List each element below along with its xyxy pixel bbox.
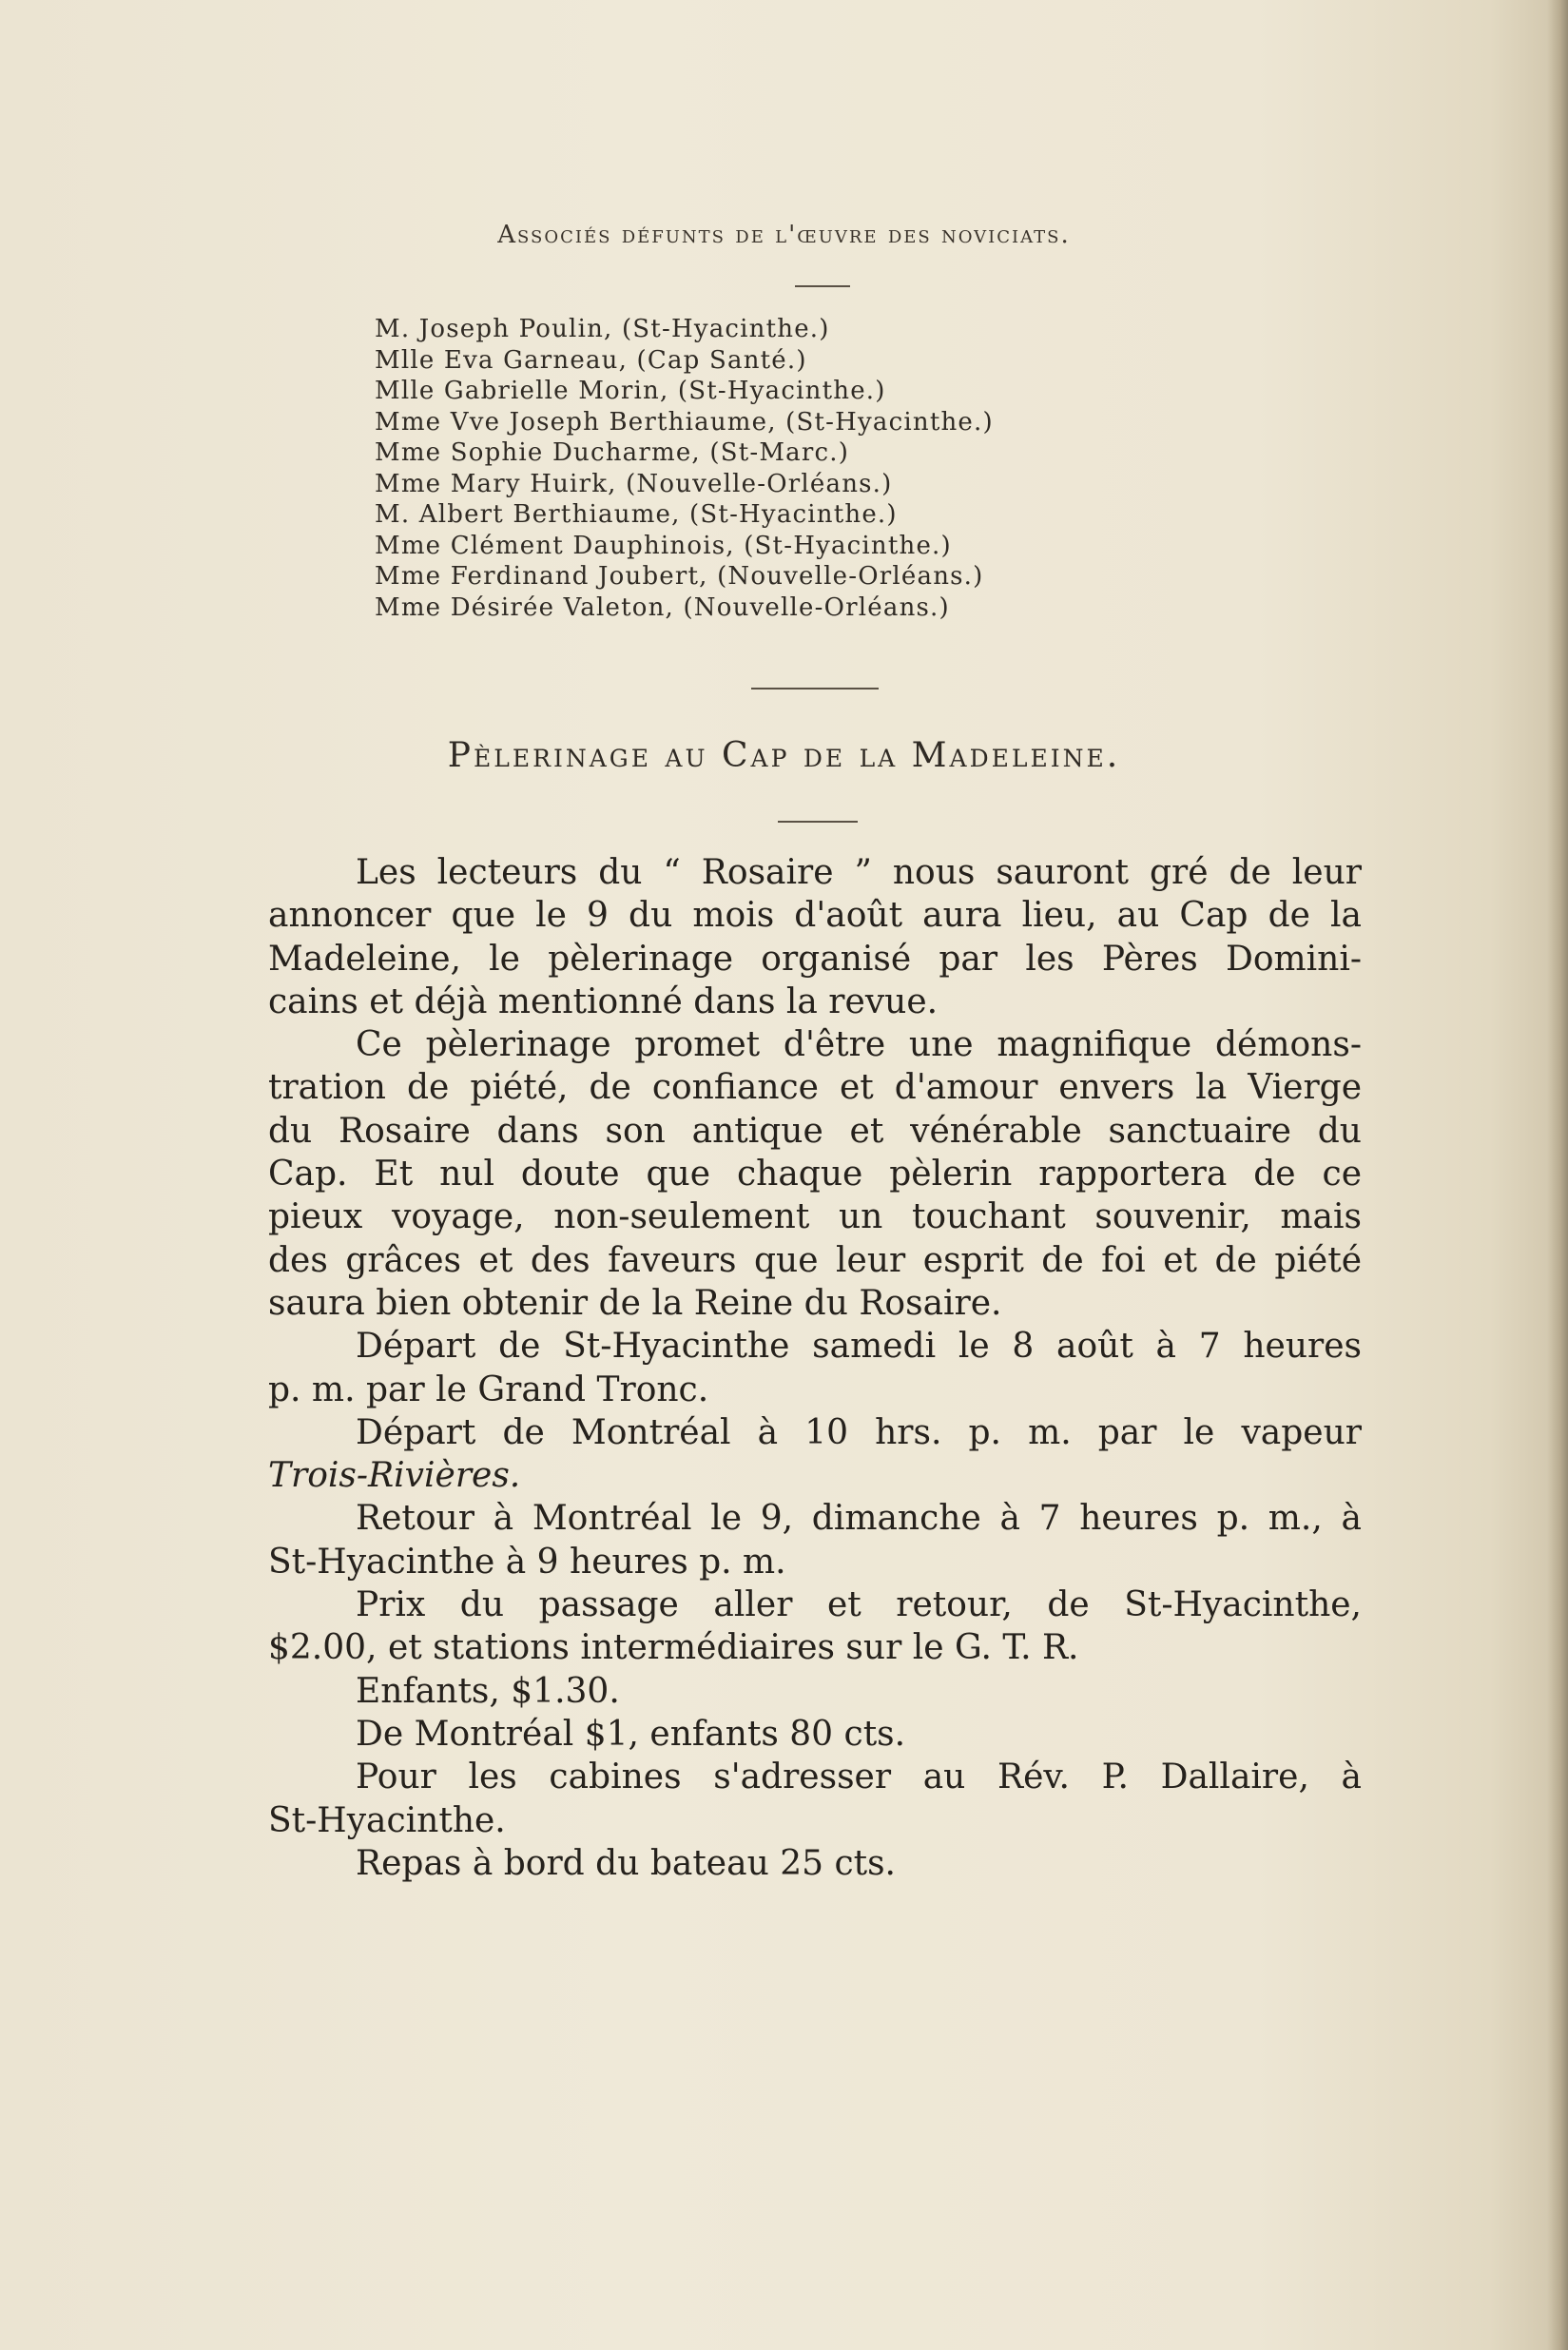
text-line: Repas à bord du bateau 25 cts. xyxy=(356,1843,897,1883)
list-item: Mlle Gabrielle Morin, (St-Hyacinthe.) xyxy=(375,377,886,405)
text-line: Retour à Montréal le 9, dimanche à 7 heures p. m., à xyxy=(356,1499,1362,1539)
steamer-name: Trois-Rivières. xyxy=(268,1456,521,1496)
header-rule xyxy=(795,285,850,287)
text-line: Départ de Montréal à 10 hrs. p. m. par le vapeur xyxy=(356,1412,1362,1452)
list-item: Mme Mary Huirk, (Nouvelle-Orléans.) xyxy=(375,469,893,498)
text-line: annoncer que le 9 du mois d'août aura lieu, au Cap de la xyxy=(268,896,1362,936)
text-line: Enfants, $1.30. xyxy=(356,1671,620,1711)
deceased-associates-list xyxy=(375,314,1230,623)
text-line: Prix du passage aller et retour, de St-Hyacinthe, xyxy=(356,1585,1362,1625)
text-line: pieux voyage, non-seulement un touchant souvenir, mais xyxy=(268,1197,1362,1237)
text-line: $2.00, et stations intermédiaires sur le G. T. R. xyxy=(268,1628,1079,1668)
list-item: Mme Désirée Valeton, (Nouvelle-Orléans.) xyxy=(375,592,950,622)
text-line: saura bien obtenir de la Reine du Rosaire. xyxy=(268,1283,1002,1323)
text-line: St-Hyacinthe à 9 heures p. m. xyxy=(268,1542,786,1582)
text-line: Pour les cabines s'adresser au Rév. P. Dallaire, à xyxy=(356,1758,1362,1797)
text-line: des grâces et des faveurs que leur esprit de foi et de piété xyxy=(268,1240,1362,1280)
list-item: Mme Ferdinand Joubert, (Nouvelle-Orléans.) xyxy=(375,562,984,591)
text-line: du Rosaire dans son antique et vénérable sanctuaire du xyxy=(268,1111,1362,1151)
text-line: Madeleine, le pèlerinage organisé par les Pères Domini- xyxy=(268,939,1362,979)
article-title: Pèlerinage au Cap de la Madeleine. xyxy=(447,736,1121,775)
text-line: tration de piété, de confiance et d'amour envers la Vierge xyxy=(268,1068,1362,1108)
text-line: Départ de St-Hyacinthe samedi le 8 août à 7 heures xyxy=(356,1327,1362,1367)
text-line: Les lecteurs du “ Rosaire ” nous sauront gré de leur xyxy=(356,853,1362,892)
text-line xyxy=(268,1454,1362,1497)
text-line: cains et déjà mentionné dans la revue. xyxy=(268,981,939,1021)
text-line: Cap. Et nul doute que chaque pèlerin rapportera de ce xyxy=(268,1155,1362,1194)
section-divider-rule xyxy=(751,688,879,689)
list-item: Mlle Eva Garneau, (Cap Santé.) xyxy=(375,345,807,375)
list-item: M. Albert Berthiaume, (St-Hyacinthe.) xyxy=(375,500,898,529)
list-item: M. Joseph Poulin, (St-Hyacinthe.) xyxy=(375,315,830,343)
page-edge-shadow xyxy=(1547,0,1568,2350)
list-item: Mme Clément Dauphinois, (St-Hyacinthe.) xyxy=(375,531,952,560)
text-line: De Montréal $1, enfants 80 cts. xyxy=(356,1714,906,1754)
text-line: Ce pèlerinage promet d'être une magnifique démons- xyxy=(356,1025,1362,1065)
article-body xyxy=(268,851,1362,1885)
list-item: Mme Vve Joseph Berthiaume, (St-Hyacinthe.) xyxy=(375,407,994,437)
running-header: Associés défunts de l'œuvre des noviciats. xyxy=(497,221,1071,249)
text-line: St-Hyacinthe. xyxy=(268,1800,506,1840)
text-line: p. m. par le Grand Tronc. xyxy=(268,1369,709,1409)
list-item: Mme Sophie Ducharme, (St-Marc.) xyxy=(375,438,850,467)
title-rule xyxy=(778,821,858,823)
